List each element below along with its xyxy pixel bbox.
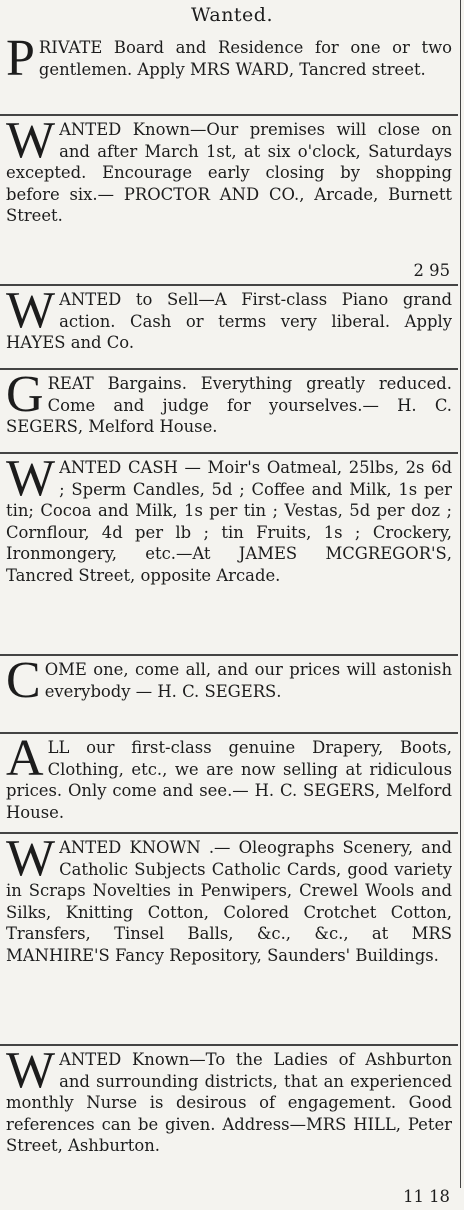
ad-wanted-cash: WANTED CASH — Moir's Oatmeal, 25lbs, 2s 6d ; Sperm Candles, 5d ; Coffee and Milk, 1s per tin; Cocoa and Milk, 1s per tin ; Vestas, 5d per doz ; Cornflour, 4d per lb ; tin Fruits, 1s ; Crockery, Ironmongery, etc.—At JAMES MCGREGOR'S, Tancred Street, opposite Arcade.: [6, 454, 452, 585]
ad-fancy-repository: WANTED KNOWN .— Oleographs Scenery, and Catholic Subjects Catholic Cards, good variety in Scraps Novelties in Penwipers, Crewel Wools and Silks, Knitting Cotton, Colored Crotchet Cotton, Transfers, Tinsel Balls, &c., &c., at MRS MANHIRE'S Fancy Repository, Saunders' Buildings.: [6, 834, 452, 965]
ad-piano-sale: WANTED to Sell—A First-class Piano grand action. Cash or terms very liberal. Apply HAYES and Co.: [6, 286, 452, 352]
drop-cap: W: [6, 116, 56, 169]
drop-cap: W: [6, 834, 56, 887]
drop-cap: G: [6, 370, 44, 423]
ad-monthly-nurse: WANTED Known—To the Ladies of Ashburton and surrounding districts, that an experienced monthly Nurse is desirous of engagement. Good references can be given. Address—MRS HILL, Peter Street, Ashburton. 11 18: [6, 1046, 452, 1206]
drop-cap: W: [6, 454, 56, 507]
ad-come-one: COME one, come all, and our prices will astonish everybody — H. C. SEGERS.: [6, 656, 452, 709]
ad-board-residence: PRIVATE Board and Residence for one or two gentlemen. Apply MRS WARD, Tancred street.: [6, 34, 452, 87]
ad-drapery: ALL our first-class genuine Drapery, Boots, Clothing, etc., we are now selling at ridiculous prices. Only come and see.— H. C. SEGERS, Melford House.: [6, 734, 452, 822]
section-heading: Wanted.: [190, 4, 274, 26]
ad-great-bargains: GREAT Bargains. Everything greatly reduced. Come and judge for yourselves.— H. C. SEGERS, Melford House.: [6, 370, 453, 436]
drop-cap: P: [6, 34, 35, 87]
drop-cap: W: [6, 1046, 56, 1099]
drop-cap: C: [6, 656, 41, 709]
ad-code: 11 18: [403, 1186, 450, 1206]
drop-cap: W: [6, 286, 56, 339]
ad-early-closing: WANTED Known—Our premises will close on and after March 1st, at six o'clock, Saturdays excepted. Encourage early closing by shopping before six.— PROCTOR AND CO., Arcade, Burnett Street. 2 95: [6, 116, 452, 280]
ad-code: 2 95: [413, 260, 450, 280]
drop-cap: A: [6, 734, 44, 787]
